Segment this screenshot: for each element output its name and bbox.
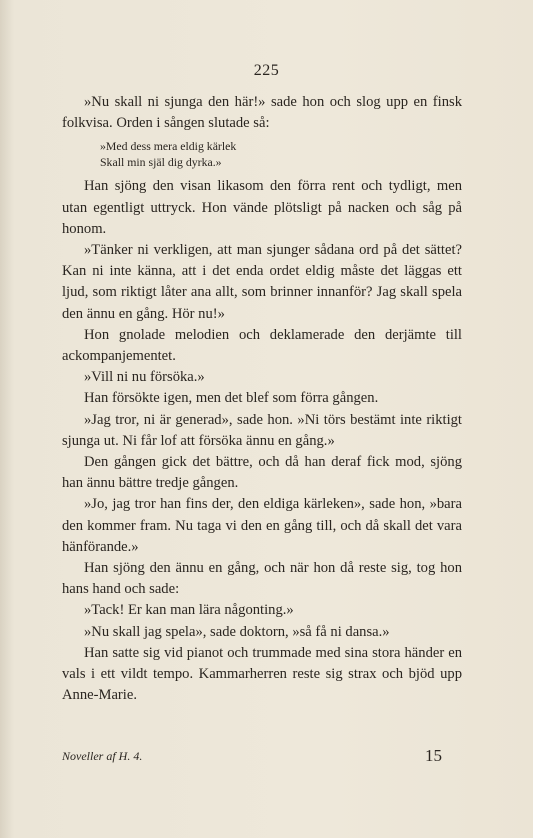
paragraph: »Jag tror, ni är generad», sade hon. »Ni törs bestämt inte riktigt sjunga ut. Ni får lof att försöka ännu en gång.» <box>62 411 462 449</box>
paragraph: »Nu skall ni sjunga den här!» sade hon och slog upp en finsk folkvisa. Orden i sången slutade så: <box>62 94 462 132</box>
sheet-number: 15 <box>425 746 442 765</box>
paragraph: Han sjöng den ännu en gång, och när hon då reste sig, tog hon hans hand och sade: <box>62 560 462 598</box>
paragraph: »Jo, jag tror han fins der, den eldiga kärleken», sade hon, »bara den kommer fram. Nu taga vi den en gång till, och då skall det vara hänförande.» <box>62 496 462 555</box>
page-number: 225 <box>253 62 280 79</box>
paragraph: Den gången gick det bättre, och då han deraf fick mod, sjöng han ännu bättre tredje gången. <box>62 454 462 492</box>
paragraph: »Nu skall jag spela», sade doktorn, »så få ni dansa.» <box>84 623 390 640</box>
paragraph: Han satte sig vid pianot och trummade med sina stora händer en vals i ett vildt tempo. Kammarherren reste sig strax och bjöd upp Anne-Marie. <box>62 644 462 704</box>
verse-quote <box>62 138 462 170</box>
paragraph: Han sjöng den visan likasom den förra rent och tydligt, men utan egentligt uttryck. Hon vände plötsligt på nacken och såg på honom. <box>62 178 462 237</box>
paragraph: »Tänker ni verkligen, att man sjunger sådana ord på det sättet? Kan ni inte känna, att i det enda ordet eldig måste det läggas ett ljud, som riktigt låter ana allt, som brinner innanför? Jag skall spela den ännu en gång. Hör nu!» <box>62 242 462 322</box>
paragraph: »Vill ni nu försöka.» <box>84 369 205 386</box>
paragraph: Han försökte igen, men det blef som förra gången. <box>84 390 379 407</box>
verse-line: Skall min själ dig dyrka.» <box>100 155 222 170</box>
paragraph: »Tack! Er kan man lära någonting.» <box>84 602 294 619</box>
printer-signature: Noveller af H. 4. <box>62 749 143 763</box>
body-text <box>62 92 462 706</box>
page-footer <box>62 744 462 766</box>
verse-line: »Med dess mera eldig kärlek <box>100 139 237 154</box>
paragraph: Hon gnolade melodien och deklamerade den derjämte till ackompanjementet. <box>62 326 462 365</box>
